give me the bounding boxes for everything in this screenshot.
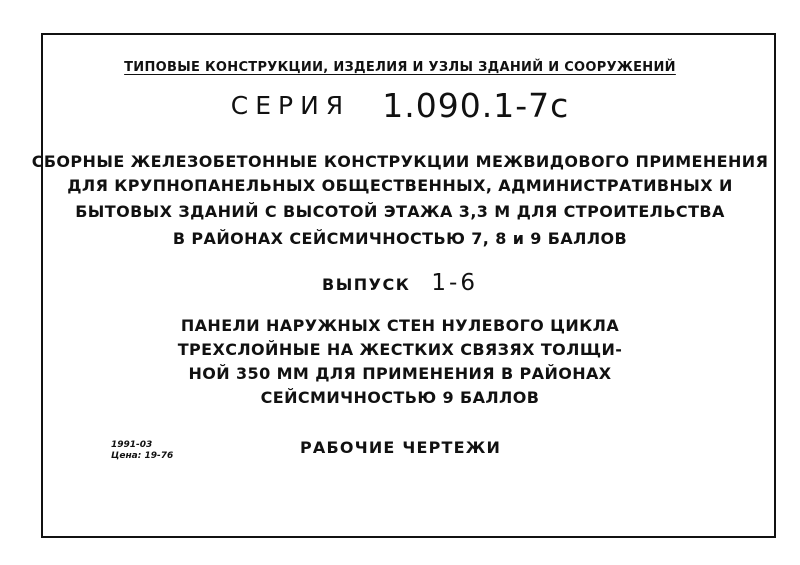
code-year: 1991-03 [111,440,153,450]
panel-line-1: ПАНЕЛИ НАРУЖНЫХ СТЕН НУЛЕВОГО ЦИКЛА [180,316,620,335]
issue-row [0,270,800,296]
description-line-4: В РАЙОНАХ СЕЙСМИЧНОСТЬЮ 7, 8 и 9 БАЛЛОВ [172,229,628,248]
description-line-3: БЫТОВЫХ ЗДАНИЙ С ВЫСОТОЙ ЭТАЖА 3,3 М ДЛЯ СТРОИТЕЛЬСТВА [75,202,725,221]
description-line-1: СБОРНЫЕ ЖЕЛЕЗОБЕТОННЫЕ КОНСТРУКЦИИ МЕЖВИДОВОГО ПРИМЕНЕНИЯ [31,152,769,171]
document-header: ТИПОВЫЕ КОНСТРУКЦИИ, ИЗДЕЛИЯ И УЗЛЫ ЗДАНИЙ И СООРУЖЕНИЙ [124,60,676,75]
catalog-code [111,440,173,462]
panel-line-3: НОЙ 350 ММ ДЛЯ ПРИМЕНЕНИЯ В РАЙОНАХ [188,364,612,383]
working-drawings-title: РАБОЧИЕ ЧЕРТЕЖИ [300,438,502,457]
issue-number: 1-6 [431,270,478,296]
price-label: Цена: 19-76 [111,451,174,461]
series-row [0,86,800,126]
series-label: СЕРИЯ [230,91,351,120]
description-line-2: ДЛЯ КРУПНОПАНЕЛЬНЫХ ОБЩЕСТВЕННЫХ, АДМИНИСТРАТИВНЫХ И [67,176,733,195]
panel-line-4: СЕЙСМИЧНОСТЬЮ 9 БАЛЛОВ [260,388,540,407]
series-number: 1.090.1-7с [382,86,570,125]
issue-label: ВЫПУСК [322,275,411,294]
panel-line-2: ТРЕХСЛОЙНЫЕ НА ЖЕСТКИХ СВЯЗЯХ ТОЛЩИ- [177,340,623,359]
